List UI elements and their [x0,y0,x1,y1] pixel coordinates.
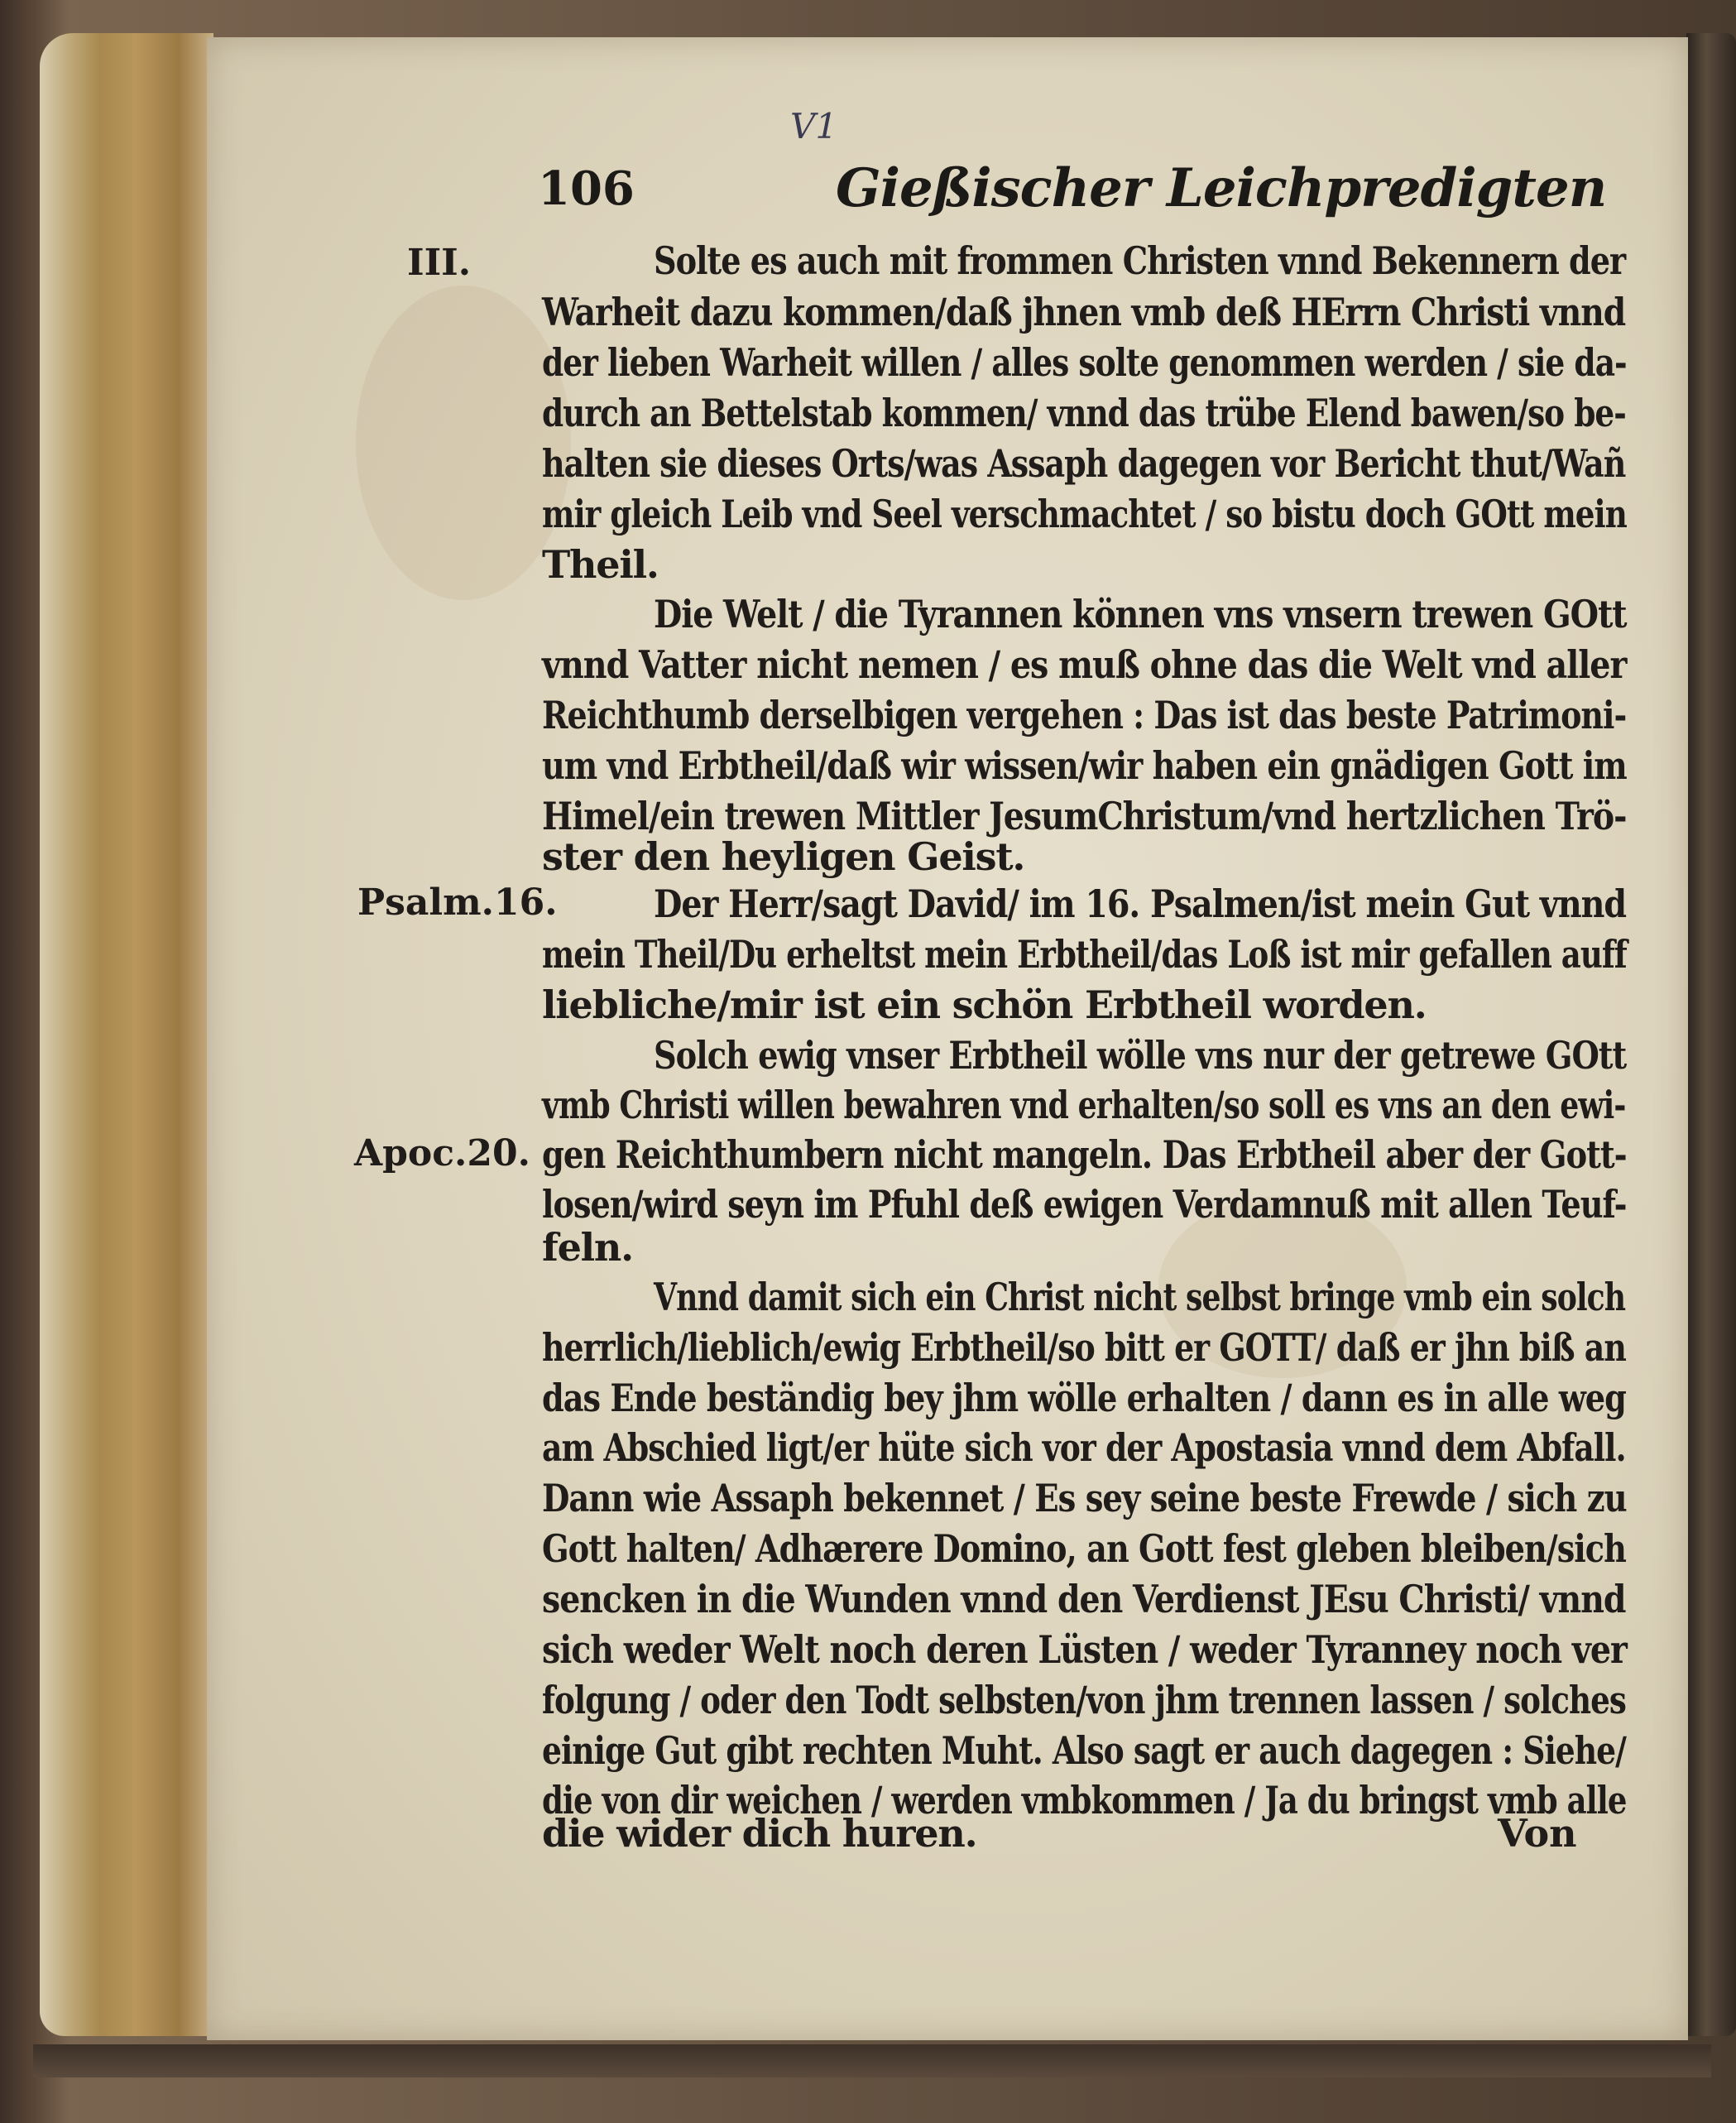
catchword: Von [1498,1811,1577,1856]
text-line: liebliche/mir ist ein schön Erbtheil worden. [542,982,1427,1027]
text-line: vnnd Vatter nicht nemen / es muß ohne das die Welt vnd aller [542,642,1627,687]
text-line: die von dir weichen / werden vmbkommen / Ja du bringst vmb alle [542,1778,1627,1823]
text-line: Reichthumb derselbigen vergehen : Das ist das beste Patrimoni- [542,693,1627,737]
margin-note-section: III. [407,242,472,284]
text-line: sich weder Welt noch deren Lüsten / weder Tyranney noch ver [542,1627,1627,1672]
text-line: herrlich/lieblich/ewig Erbtheil/so bitt er GOTT/ daß er jhn biß an [542,1325,1626,1370]
text-line: Solte es auch mit frommen Christen vnnd Bekennern der [654,238,1626,283]
text-line: feln. [542,1225,633,1270]
text-line: sencken in die Wunden vnnd den Verdienst JEsu Christi/ vnnd [542,1577,1626,1621]
text-line: Himel/ein trewen Mittler JesumChristum/vnd hertzlichen Trö- [542,794,1627,838]
text-line: die wider dich huren. [542,1811,977,1856]
margin-note-psalm: Psalm.16. [357,881,558,924]
text-line: Gott halten/ Adhærere Domino, an Gott fest gleben bleiben/sich [542,1526,1626,1571]
book-bottom-edge [33,2044,1711,2077]
text-line: Dann wie Assaph bekennet / Es sey seine beste Frewde / sich zu [542,1476,1627,1520]
text-line: vmb Christi willen bewahren vnd erhalten/so soll es vns an den ewi- [542,1083,1626,1127]
running-head: Gießischer Leichpredigten [836,157,1607,219]
book-cover-edge [1686,33,1736,2036]
text-line: Vnnd damit sich ein Christ nicht selbst bringe vmb ein solch [654,1275,1626,1319]
text-line: mir gleich Leib vnd Seel verschmachtet / so bistu doch GOtt mein [542,492,1627,536]
text-line: Der Herr/sagt David/ im 16. Psalmen/ist mein Gut vnnd [654,881,1627,926]
text-line: einige Gut gibt rechten Muht. Also sagt er auch dagegen : Siehe/ [542,1728,1626,1773]
page-block-edge [40,33,213,2036]
text-line: Warheit dazu kommen/daß jhnen vmb deß HErrn Christi vnnd [542,290,1626,334]
text-line: um vnd Erbtheil/daß wir wissen/wir haben ein gnädigen Gott im [542,743,1627,788]
text-line: am Abschied ligt/er hüte sich vor der Apostasia vnnd dem Abfall. [542,1425,1626,1470]
page-number: 106 [538,161,635,216]
text-line: folgung / oder den Todt selbsten/von jhm trennen lassen / solches [542,1678,1626,1722]
folio-mark: V1 [790,106,838,146]
text-line: Solch ewig vnser Erbtheil wölle vns nur der getrewe GOtt [654,1033,1627,1078]
text-line: mein Theil/Du erheltst mein Erbtheil/das Loß ist mir gefallen auff [542,932,1627,977]
text-line: ster den heyligen Geist. [542,834,1025,879]
text-line: durch an Bettelstab kommen/ vnnd das trübe Elend bawen/so be- [542,391,1626,435]
text-line: das Ende beständig bey jhm wölle erhalten / dann es in alle weg [542,1376,1626,1420]
text-line: Die Welt / die Tyrannen können vns vnsern trewen GOtt [654,592,1627,636]
text-line: gen Reichthumbern nicht mangeln. Das Erbtheil aber der Gott- [542,1132,1627,1177]
text-line: halten sie dieses Orts/was Assaph dagegen vor Bericht thut/Wañ [542,441,1626,486]
text-line: der lieben Warheit willen / alles solte genommen werden / sie da- [542,340,1627,385]
text-line: losen/wird seyn im Pfuhl deß ewigen Verdamnuß mit allen Teuf- [542,1182,1627,1227]
text-line: Theil. [542,542,659,587]
margin-note-apoc: Apoc.20. [354,1132,530,1174]
paper-stain [356,286,571,600]
